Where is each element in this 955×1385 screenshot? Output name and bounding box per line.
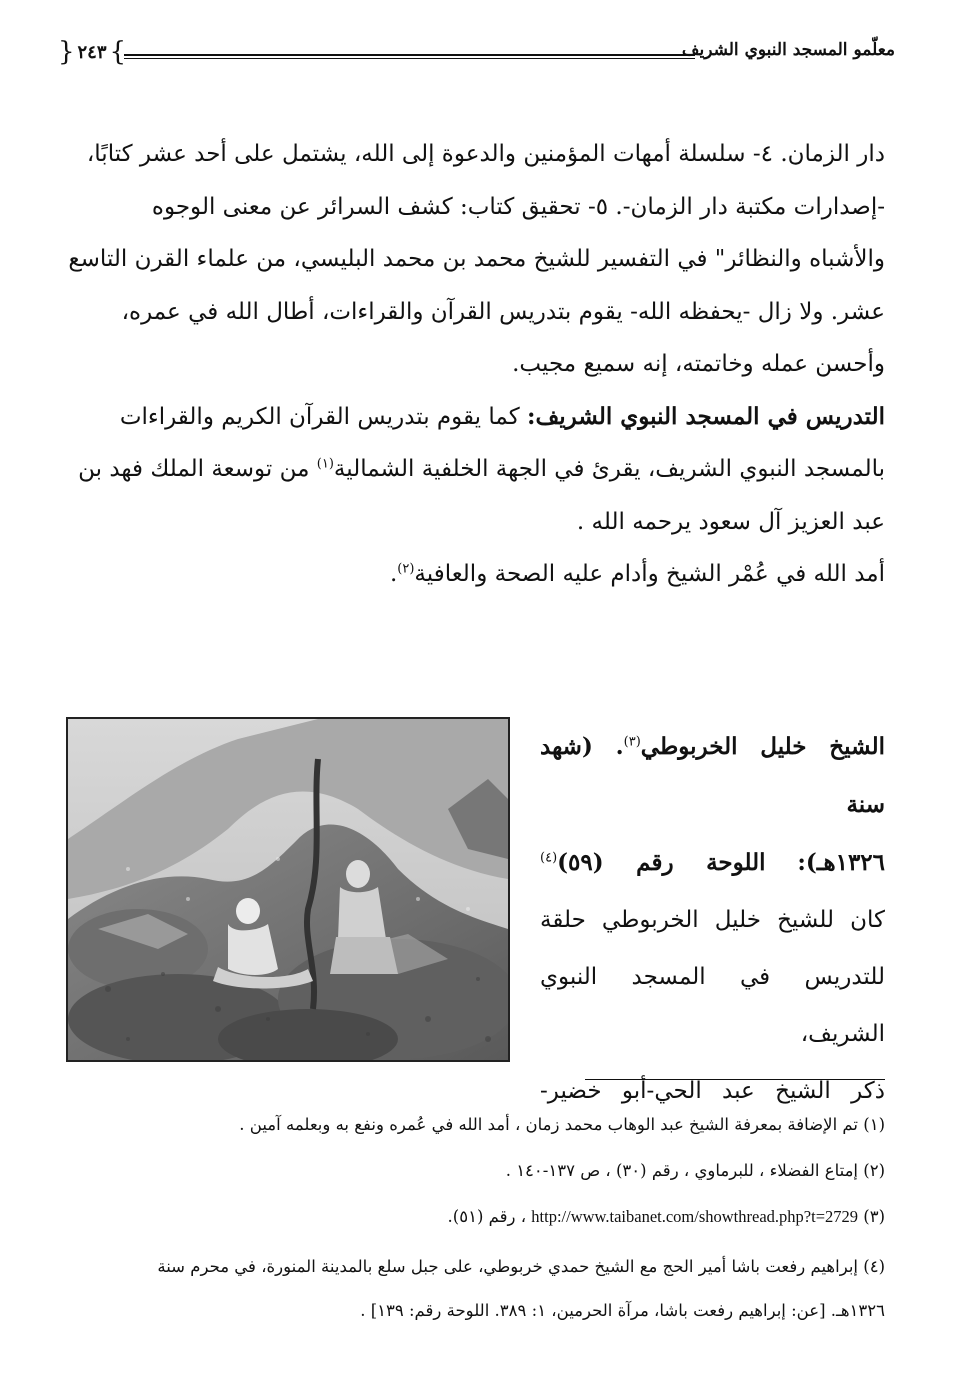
- footnote-ref[interactable]: (٤): [540, 850, 558, 866]
- footnote-3: [65, 1199, 885, 1235]
- footnote-3-number: (٣): [863, 1207, 885, 1226]
- prayer-end: .: [389, 561, 398, 587]
- plate-label: اللوحة رقم (٥٩): [557, 849, 766, 876]
- running-head: معلّمو المسجد النبوي الشريف: [681, 40, 895, 60]
- body-line: عشر. ولا زال -يحفظه الله- يقوم بتدريس القرآن والقراءات، أطال الله في عمره،: [121, 298, 885, 325]
- footnote-4-line-1: (٤) إبراهيم رفعت باشا أمير الحج مع الشيخ حمدي خربوطي، على جبل سلع بالمدينة المنورة، في محرم سنة: [157, 1257, 885, 1276]
- teaching-paragraph: [67, 391, 885, 444]
- teaching-text: كما يقوم بتدريس القرآن الكريم والقراءات: [119, 403, 520, 430]
- teaching-paragraph-end: عبد العزيز آل سعود يرحمه الله .: [576, 508, 885, 535]
- footnote-1: (١) تم الإضافة بمعرفة الشيخ عبد الوهاب محمد زمان ، أمد الله في عُمره ونفع به وبعلمه آمين .: [239, 1115, 885, 1134]
- footnote-ref[interactable]: (١): [316, 456, 334, 472]
- footnote-separator: [585, 1079, 885, 1080]
- year-label: ١٣٢٦هـ):: [797, 849, 886, 876]
- body-text: [67, 128, 885, 601]
- historic-photo: [66, 717, 510, 1062]
- footnote-4: [65, 1245, 885, 1333]
- prayer-text: أمد الله في عُمْر الشيخ وأدام عليه الصحة والعافية: [414, 561, 885, 587]
- footnote-ref[interactable]: (٢): [397, 561, 415, 577]
- footnote-ref[interactable]: (٣): [623, 734, 641, 750]
- footnotes: [65, 1107, 885, 1343]
- teaching-text: من توسعة الملك فهد بن: [78, 456, 310, 482]
- side-line: ذكر الشيخ عبد الحي-أبو خضير-: [540, 1078, 885, 1104]
- body-line: وأحسن عمله وخاتمته، إنه سميع مجيب.: [512, 351, 885, 377]
- left-bracket-icon: {: [58, 37, 75, 67]
- teaching-text: بالمسجد النبوي الشريف، يقرئ في الجهة الخلفية الشمالية: [333, 456, 885, 482]
- name-line: [540, 718, 885, 834]
- page-header: [58, 34, 895, 74]
- page-number: [58, 37, 126, 68]
- witness-note: . (شهد سنة: [540, 733, 885, 818]
- footnote-3-tail: ، رقم (٥١).: [447, 1207, 527, 1226]
- side-line: كان للشيخ خليل الخربوطي حلقة: [540, 907, 885, 933]
- footnote-2: (٢) إمتاع الفضلاء ، للبرماوي ، رقم (٣٠) ، ص ١٣٧-١٤٠ .: [505, 1161, 885, 1180]
- footnote-3-link[interactable]: http://www.taibanet.com/showthread.php?t=2729: [531, 1207, 858, 1226]
- plate-line: [540, 834, 885, 892]
- side-text: [540, 718, 885, 1120]
- footnote-4-line-2: ١٣٢٦هـ. [عن: إبراهيم رفعت باشا، مرآة الحرمين، ١: ٣٨٩. اللوحة رقم: ١٣٩] .: [360, 1301, 885, 1320]
- side-line: للتدريس في المسجد النبوي الشريف،: [540, 964, 885, 1047]
- prayer-line: [67, 548, 885, 601]
- sheikh-name-heading: الشيخ خليل الخربوطي: [640, 733, 886, 760]
- body-line: -إصدارات مكتبة دار الزمان-. ٥- تحقيق كتاب: كشف السرائر عن معنى الوجوه: [151, 193, 885, 220]
- mountain-photo-image: [68, 719, 508, 1060]
- page-number-value: ٢٤٣: [77, 42, 107, 63]
- teaching-paragraph-cont: [67, 443, 885, 496]
- body-line: دار الزمان. ٤- سلسلة أمهات المؤمنين والدعوة إلى الله، يشتمل على أحد عشر كتابًا،: [86, 141, 885, 167]
- body-line: والأشباه والنظائر" في التفسير للشيخ محمد بن محمد البليسي، من علماء القرن التاسع: [68, 246, 885, 272]
- teaching-heading: التدريس في المسجد النبوي الشريف:: [526, 402, 885, 430]
- header-rule: [124, 54, 695, 59]
- right-bracket-icon: }: [109, 37, 126, 67]
